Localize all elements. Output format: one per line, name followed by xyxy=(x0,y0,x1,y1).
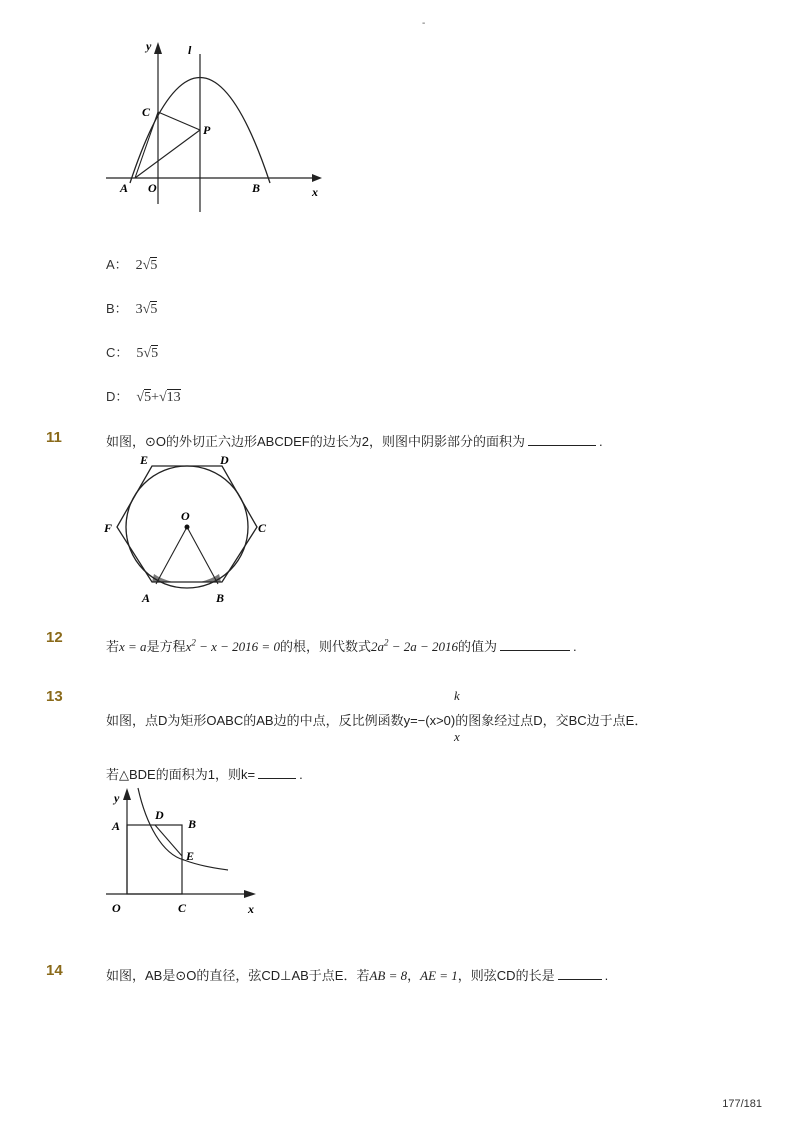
option-d-radicand-1: 5 xyxy=(144,390,152,405)
option-b-coef: 3 xyxy=(135,302,143,317)
question-11-body: 如图，⊙O的外切正六边形ABCDEF的边长为2，则图中阴影部分的面积为 xyxy=(106,434,525,449)
option-c-coef: 5 xyxy=(136,346,144,361)
x-axis-arrow xyxy=(312,174,322,182)
question-11-text: 如图，⊙O的外切正六边形ABCDEF的边长为2，则图中阴影部分的面积为 . xyxy=(106,434,603,449)
question-12-text: 若x = a是方程$x^2 - x - 2016 = 0$的根，则代数式$2a^2 - 2a - 2016$的值为 . xyxy=(106,637,577,654)
label-O: O xyxy=(112,901,121,915)
page-number: 177/181 xyxy=(722,1098,762,1110)
label-E: E xyxy=(186,849,195,863)
hexagon xyxy=(117,466,257,582)
label-B: B xyxy=(188,817,197,831)
label-C: C xyxy=(178,901,187,915)
question-number-14: 14 xyxy=(46,962,63,979)
option-d[interactable]: D： √5+√13 xyxy=(106,389,181,405)
center-point-O xyxy=(185,525,190,530)
answer-blank-14[interactable] xyxy=(558,967,602,980)
label-A: A xyxy=(112,819,121,833)
label-B: B xyxy=(252,181,261,195)
header-mark: - xyxy=(422,18,426,29)
label-O: O xyxy=(148,181,157,195)
hexagon-figure xyxy=(100,448,280,610)
label-D: D xyxy=(220,453,229,467)
question-number-12: 12 xyxy=(46,629,63,646)
answer-blank-12[interactable] xyxy=(500,638,570,651)
option-c-radicand: 5 xyxy=(151,346,159,361)
option-a-coef: 2 xyxy=(135,258,143,273)
segment-CP xyxy=(158,112,200,130)
label-x: x xyxy=(312,185,318,199)
label-A: A xyxy=(142,591,151,605)
equation-AE-1: AE = 1 xyxy=(420,968,458,983)
label-D: D xyxy=(155,808,164,822)
x-axis-arrow xyxy=(244,890,256,898)
equation-AB-8: AB = 8 xyxy=(369,968,408,983)
answer-blank-13[interactable] xyxy=(258,766,296,779)
option-a-radicand: 5 xyxy=(150,258,158,273)
label-E: E xyxy=(140,453,149,467)
option-c-letter: C： xyxy=(106,345,129,360)
shaded-region-b xyxy=(200,574,221,582)
option-b-radicand: 5 xyxy=(150,302,158,317)
question-13-line-2: 若△BDE的面积为1，则k= . xyxy=(106,767,303,782)
option-b-letter: B： xyxy=(106,301,128,316)
label-O: O xyxy=(181,509,190,523)
shaded-region-left xyxy=(152,530,169,582)
label-C: C xyxy=(142,105,151,119)
option-a-letter: A： xyxy=(106,257,128,272)
label-y: y xyxy=(114,791,120,805)
question-number-13: 13 xyxy=(46,688,63,705)
label-l: l xyxy=(188,43,192,57)
label-A: A xyxy=(120,181,129,195)
option-c[interactable]: C： 5√5 xyxy=(106,345,159,361)
label-P: P xyxy=(203,123,211,137)
expression-2a2-2a-2016: $2a^2 - 2a - 2016$ xyxy=(370,637,459,654)
parabola-figure xyxy=(100,36,340,216)
option-a[interactable]: A： 2√5 xyxy=(106,257,158,273)
fraction-denominator-x: x xyxy=(454,729,460,744)
label-F: F xyxy=(104,521,113,535)
option-d-radicand-2: 13 xyxy=(166,390,181,405)
equation-x-equals-a: x = a xyxy=(119,639,147,654)
label-y: y xyxy=(146,39,152,53)
equation-quadratic: $x^2 - x - 2016 = 0$ xyxy=(185,637,280,654)
hyperbola-curve xyxy=(138,788,228,870)
label-C: C xyxy=(258,521,267,535)
y-axis-arrow xyxy=(123,788,131,800)
y-axis-arrow xyxy=(154,42,162,54)
option-b[interactable]: B： 3√5 xyxy=(106,301,158,317)
label-B: B xyxy=(216,591,225,605)
answer-blank-11[interactable] xyxy=(528,433,596,446)
segment-OB xyxy=(187,527,218,584)
segment-AC xyxy=(135,112,158,178)
option-d-plus: + xyxy=(151,390,159,405)
segment-AP xyxy=(135,130,200,178)
question-13-line-1: 如图，点D为矩形OABC的AB边的中点，反比例函数y=−(x>0)的图象经过点D，交BC边于点E． xyxy=(106,713,648,728)
rectangle-OABC xyxy=(127,825,182,894)
rectangle-hyperbola-figure xyxy=(100,784,270,934)
question-number-11: 11 xyxy=(46,429,62,446)
label-x: x xyxy=(248,902,254,916)
option-d-letter: D： xyxy=(106,389,129,404)
segment-OA xyxy=(156,527,187,584)
fraction-numerator-k: k xyxy=(454,688,460,703)
question-14-text: 如图，AB是⊙O的直径，弦CD⊥AB于点E．若AB = 8，AE = 1，则弦CD的长是 . xyxy=(106,968,609,983)
